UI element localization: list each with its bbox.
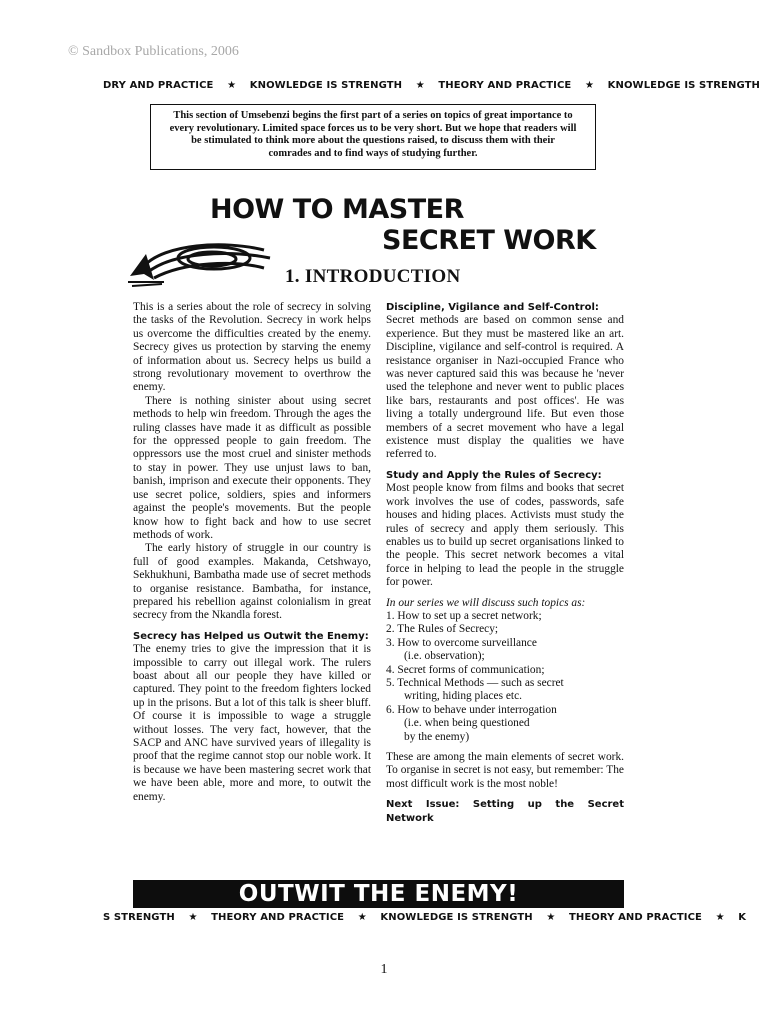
list-item: 4. Secret forms of communication; (386, 663, 545, 676)
star-separator: ★ (188, 912, 198, 923)
list-item: 3. How to overcome surveillance (386, 636, 537, 649)
paragraph: There is nothing sinister about using secret methods to help win freedom. Through the ages the ruling classes have made it as difficult as possible for the oppressed people to gain freedom. The oppressors use the most cruel and sinister methods to stay in power. They use unjust laws to ban, banish, imprison and execute their opponents. They use secret police, soldiers, spies and informers against the people's movements. But the people know how to fight back and how to use secret methods of work. (133, 394, 371, 541)
slogan-item: KNOWLEDGE IS STRENGTH (380, 912, 533, 923)
slogan-item: THEORY AND PRACTICE (568, 912, 702, 923)
list-intro: In our series we will discuss such topics as: (386, 596, 586, 609)
subheading: Secrecy has Helped us Outwit the Enemy: (133, 630, 369, 642)
outwit-banner: OUTWIT THE ENEMY! (133, 880, 624, 908)
slogan-item: KNOWLEDGE IS STRENGTH (607, 80, 760, 91)
copyright-notice: © Sandbox Publications, 2006 (68, 44, 239, 59)
arrow-swirl-logo-icon (124, 236, 276, 286)
slogan-item: K (738, 912, 747, 923)
article-title-line2: SECRET WORK (382, 225, 596, 256)
list-item: 6. How to behave under interrogation (386, 703, 557, 716)
left-column (133, 301, 371, 804)
star-separator: ★ (415, 80, 425, 91)
intro-box: This section of Umsebenzi begins the first part of a series on topics of great importance to every revolutionary. Limited space forces us to be very short. But we hope that readers will be stimulated to think more about the questions raised, to discuss them with their comrades and to find ways of studying further. (150, 104, 596, 170)
paragraph: Most people know from films and books that secret work involves the use of codes, passwords, safe houses and hiding places. Activists must study the rules of secrecy and apply them seriously. This enables us to build up secret organisations linked to the people. This secret network becomes a vital force in helping to lead the people in the struggle for power. (386, 482, 624, 589)
list-item: 5. Technical Methods — such as secret (386, 676, 564, 689)
top-slogan-strip (103, 80, 760, 96)
list-item: 1. How to set up a secret network; (386, 609, 542, 622)
paragraph: The early history of struggle in our country is full of good examples. Makanda, Cetshwayo, Sekhukhuni, Bambatha made use of secret methods to organise resistance. Bambatha, for instance, prepared his rebellion against colonialism in great secrecy from the Nkandla forest. (133, 542, 371, 622)
paragraph: The enemy tries to give the impression that it is impossible to carry out illegal work. The rulers boast about all our people they have killed or captured. They point to the freedom fighters locked up in the prisons. But a lot of this talk is sheer bluff. Of course it is impossible to wage a struggle without losses. The very fact, however, that the SACP and ANC have survived years of illegality is proof that the regime cannot stop our noble work. It is because we have been mastering secret work that we have been able, more and more, to outwit the enemy. (133, 643, 371, 803)
topics-list (386, 610, 624, 744)
article-title-line1: HOW TO MASTER (210, 194, 464, 225)
star-separator: ★ (227, 80, 237, 91)
list-item-continuation: (i.e. when being questioned (404, 717, 530, 730)
star-separator: ★ (584, 80, 595, 91)
slogan-item: THEORY AND PRACTICE (211, 912, 345, 923)
list-item-continuation: by the enemy) (404, 730, 470, 743)
subheading: Discipline, Vigilance and Self-Control: (386, 302, 599, 313)
bottom-slogan-strip (103, 912, 747, 928)
subheading: Study and Apply the Rules of Secrecy: (386, 469, 602, 481)
slogan-item: S STRENGTH (103, 912, 175, 923)
paragraph: These are among the main elements of secret work. To organise in secret is not easy, but remember: The most difficult work is the most noble! (386, 751, 624, 790)
right-column (386, 301, 624, 825)
section-heading: 1. INTRODUCTION (285, 266, 461, 287)
next-issue-note: Next Issue: Setting up the Secret Network (386, 799, 624, 824)
paragraph: This is a series about the role of secrecy in solving the tasks of the Revolution. Secrecy in work helps us overcome the difficulties created by the enemy. Secrecy gives us protection by starving the enemy of information about us. Secrecy helps us build a strong revolutionary movement to overthrow the enemy. (133, 301, 371, 394)
star-separator: ★ (357, 912, 367, 923)
star-separator: ★ (715, 912, 725, 923)
list-item: 2. The Rules of Secrecy; (386, 623, 499, 636)
slogan-item: DRY AND PRACTICE (103, 80, 214, 91)
page-number: 1 (380, 962, 388, 977)
paragraph: Secret methods are based on common sense and experience. But they must be mastered like an art. Discipline, vigilance and self-control is required. A resistance organiser in Nazi-occupied France who was never captured said this was because he 'never used the telephone and never went to public places like bars, restaurants and post offices'. He was living a totally underground life. But even those members of a secret movement who have a legal existence must display the qualities we have referred to. (386, 314, 624, 461)
list-item-continuation: (i.e. observation); (404, 650, 485, 663)
slogan-item: KNOWLEDGE IS STRENGTH (249, 80, 403, 91)
star-separator: ★ (546, 912, 556, 923)
list-item-continuation: writing, hiding places etc. (404, 690, 522, 703)
slogan-item: THEORY AND PRACTICE (438, 80, 572, 91)
